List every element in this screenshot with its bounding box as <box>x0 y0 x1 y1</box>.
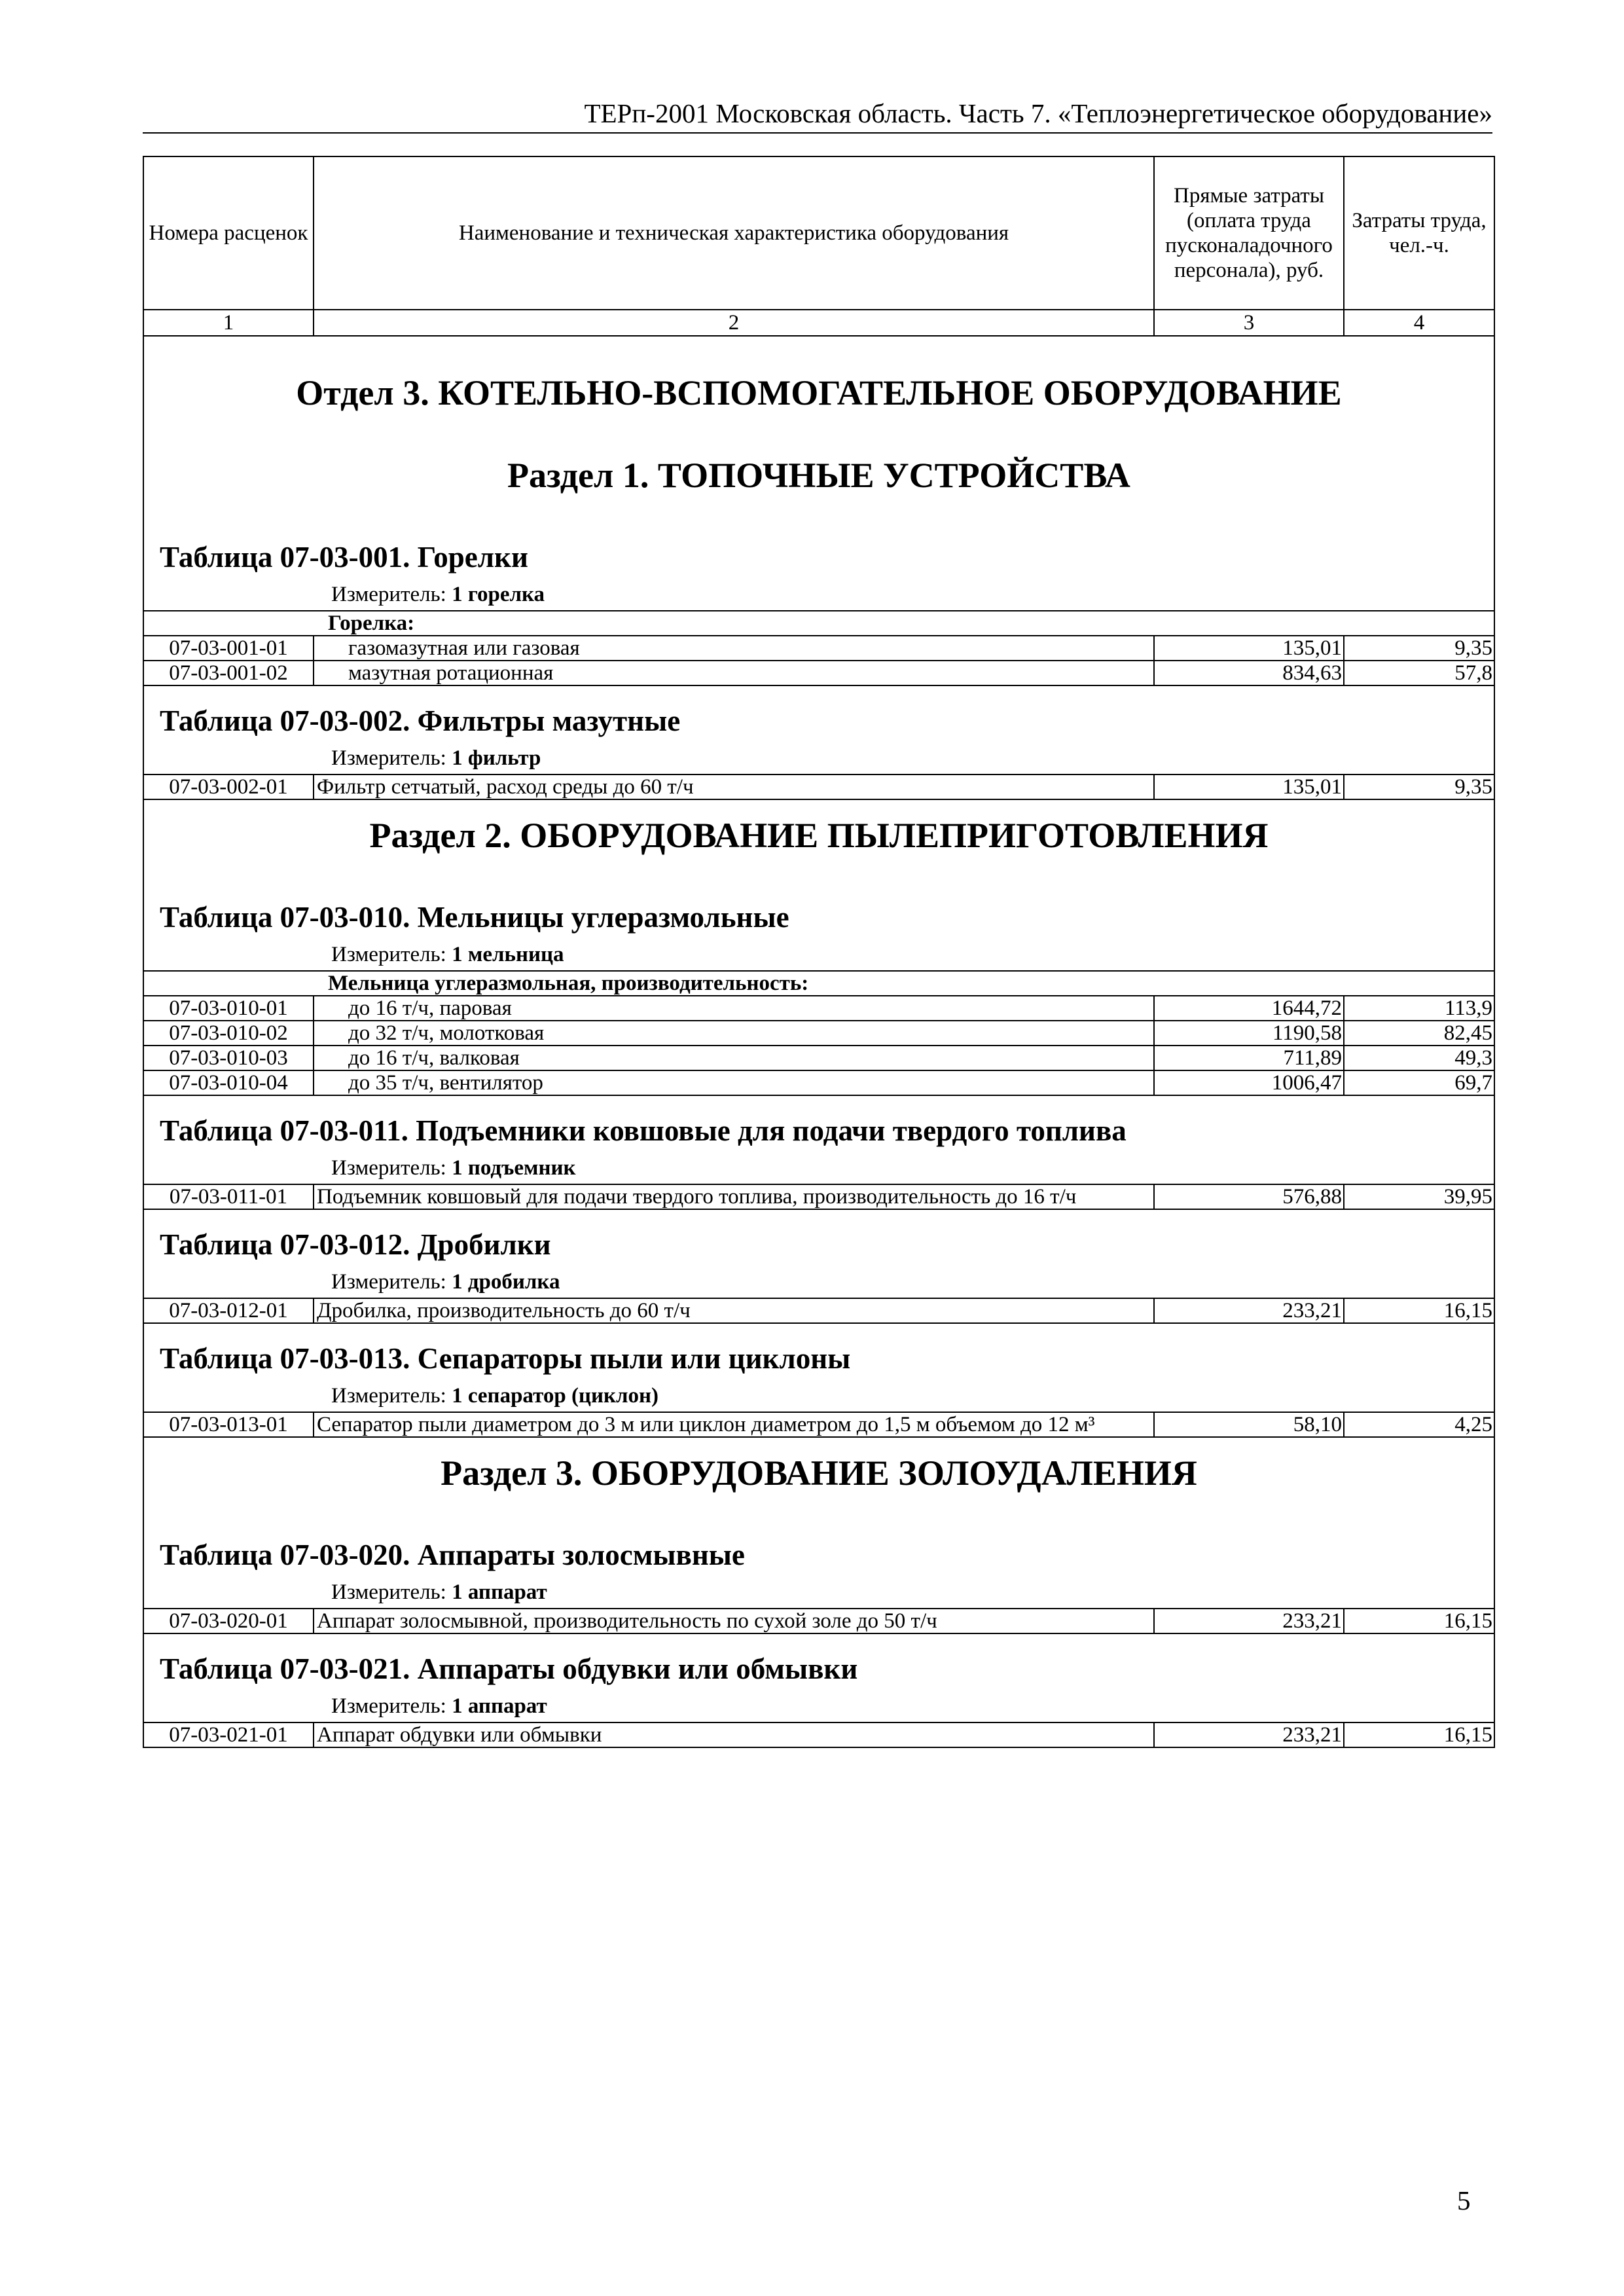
unit-label: Измеритель: <box>331 1694 446 1718</box>
table-row <box>143 1021 1494 1046</box>
group-heading-row <box>143 611 1494 636</box>
table-title: Таблица 07-03-012. Дробилки <box>143 1209 1494 1269</box>
table-title: Таблица 07-03-021. Аппараты обдувки или обмывки <box>143 1633 1494 1693</box>
unit-label: Измеритель: <box>331 1384 446 1408</box>
table-row <box>143 636 1494 661</box>
equipment-name: до 16 т/ч, валковая <box>314 1046 1154 1070</box>
unit-line <box>143 1693 1494 1722</box>
rate-code: 07-03-002-01 <box>143 774 314 799</box>
table-header-row <box>143 156 1494 310</box>
table-title: Таблица 07-03-011. Подъемники ковшовые для подачи твердого топлива <box>143 1095 1494 1155</box>
rate-code: 07-03-010-04 <box>143 1070 314 1095</box>
unit-value: 1 горелка <box>452 583 545 606</box>
table-row <box>143 1722 1494 1747</box>
table-row <box>143 661 1494 685</box>
rate-code: 07-03-001-02 <box>143 661 314 685</box>
table-row <box>143 1184 1494 1209</box>
rate-code: 07-03-001-01 <box>143 636 314 661</box>
direct-cost: 1644,72 <box>1154 996 1344 1021</box>
rate-code: 07-03-011-01 <box>143 1184 314 1209</box>
labor-cost: 16,15 <box>1344 1298 1494 1323</box>
unit-row <box>143 941 1494 971</box>
rate-code: 07-03-010-02 <box>143 1021 314 1046</box>
labor-cost: 4,25 <box>1344 1412 1494 1437</box>
unit-row <box>143 1155 1494 1184</box>
table-title: Таблица 07-03-020. Аппараты золосмывные <box>143 1520 1494 1579</box>
unit-row <box>143 581 1494 611</box>
header-col-name: Наименование и техническая характеристика оборудования <box>314 156 1154 310</box>
unit-label: Измеритель: <box>331 583 446 606</box>
group-heading-row <box>143 971 1494 996</box>
unit-row <box>143 745 1494 774</box>
table-row <box>143 1070 1494 1095</box>
unit-value: 1 фильтр <box>452 746 541 770</box>
unit-line <box>143 1269 1494 1298</box>
labor-cost: 57,8 <box>1344 661 1494 685</box>
column-number: 1 <box>143 310 314 336</box>
equipment-name: Сепаратор пыли диаметром до 3 м или циклон диаметром до 1,5 м объемом до 12 м³ <box>314 1412 1154 1437</box>
table-title: Таблица 07-03-013. Сепараторы пыли или циклоны <box>143 1323 1494 1383</box>
table-heading-row <box>143 1095 1494 1155</box>
section-heading-row <box>143 799 1494 883</box>
direct-cost: 1190,58 <box>1154 1021 1344 1046</box>
equipment-name: до 16 т/ч, паровая <box>314 996 1154 1021</box>
section-heading-row <box>143 1437 1494 1520</box>
section-title: Раздел 2. ОБОРУДОВАНИЕ ПЫЛЕПРИГОТОВЛЕНИЯ <box>143 799 1494 883</box>
column-number: 3 <box>1154 310 1344 336</box>
unit-value: 1 аппарат <box>452 1580 547 1604</box>
column-number-row <box>143 310 1494 336</box>
unit-row <box>143 1579 1494 1609</box>
group-spacer <box>143 611 314 636</box>
header-col-direct-cost: Прямые затраты (оплата труда пусконаладочного персонала), руб. <box>1154 156 1344 310</box>
table-heading-row <box>143 1633 1494 1693</box>
table-row <box>143 1046 1494 1070</box>
column-number: 4 <box>1344 310 1494 336</box>
unit-line <box>143 1579 1494 1609</box>
table-row <box>143 1298 1494 1323</box>
direct-cost: 135,01 <box>1154 774 1344 799</box>
table-row <box>143 996 1494 1021</box>
labor-cost: 49,3 <box>1344 1046 1494 1070</box>
group-title: Горелка: <box>314 611 1494 636</box>
labor-cost: 82,45 <box>1344 1021 1494 1046</box>
direct-cost: 711,89 <box>1154 1046 1344 1070</box>
column-number: 2 <box>314 310 1154 336</box>
direct-cost: 58,10 <box>1154 1412 1344 1437</box>
direct-cost: 135,01 <box>1154 636 1344 661</box>
unit-value: 1 мельница <box>452 943 564 966</box>
unit-row <box>143 1693 1494 1722</box>
unit-value: 1 дробилка <box>452 1270 560 1294</box>
equipment-name: Дробилка, производительность до 60 т/ч <box>314 1298 1154 1323</box>
running-header: ТЕРп-2001 Московская область. Часть 7. «Теплоэнергетическое оборудование» <box>143 97 1492 134</box>
unit-row <box>143 1383 1494 1412</box>
equipment-name: газомазутная или газовая <box>314 636 1154 661</box>
unit-label: Измеритель: <box>331 1156 446 1180</box>
equipment-name: Аппарат золосмывной, производительность по сухой золе до 50 т/ч <box>314 1609 1154 1633</box>
table-title: Таблица 07-03-001. Горелки <box>143 522 1494 581</box>
rate-code: 07-03-020-01 <box>143 1609 314 1633</box>
unit-label: Измеритель: <box>331 1270 446 1294</box>
table-row <box>143 1412 1494 1437</box>
department-heading-row <box>143 336 1494 440</box>
direct-cost: 1006,47 <box>1154 1070 1344 1095</box>
equipment-name: Аппарат обдувки или обмывки <box>314 1722 1154 1747</box>
labor-cost: 9,35 <box>1344 774 1494 799</box>
labor-cost: 16,15 <box>1344 1722 1494 1747</box>
section-title: Раздел 1. ТОПОЧНЫЕ УСТРОЙСТВА <box>143 440 1494 522</box>
department-title: Отдел 3. КОТЕЛЬНО-ВСПОМОГАТЕЛЬНОЕ ОБОРУДОВАНИЕ <box>143 336 1494 440</box>
table-heading-row <box>143 1209 1494 1269</box>
unit-value: 1 аппарат <box>452 1694 547 1718</box>
table-heading-row <box>143 1520 1494 1579</box>
unit-value: 1 сепаратор (циклон) <box>452 1384 659 1408</box>
group-spacer <box>143 971 314 996</box>
equipment-name: мазутная ротационная <box>314 661 1154 685</box>
section-title: Раздел 3. ОБОРУДОВАНИЕ ЗОЛОУДАЛЕНИЯ <box>143 1437 1494 1520</box>
table-title: Таблица 07-03-002. Фильтры мазутные <box>143 685 1494 745</box>
price-table <box>143 156 1495 1748</box>
rate-code: 07-03-010-01 <box>143 996 314 1021</box>
header-col-labor: Затраты труда, чел.-ч. <box>1344 156 1494 310</box>
direct-cost: 233,21 <box>1154 1298 1344 1323</box>
unit-row <box>143 1269 1494 1298</box>
direct-cost: 233,21 <box>1154 1722 1344 1747</box>
labor-cost: 69,7 <box>1344 1070 1494 1095</box>
labor-cost: 113,9 <box>1344 996 1494 1021</box>
rate-code: 07-03-013-01 <box>143 1412 314 1437</box>
unit-line <box>143 1155 1494 1184</box>
header-col-codes: Номера расценок <box>143 156 314 310</box>
labor-cost: 16,15 <box>1344 1609 1494 1633</box>
table-heading-row <box>143 522 1494 581</box>
table-heading-row <box>143 685 1494 745</box>
equipment-name: до 32 т/ч, молотковая <box>314 1021 1154 1046</box>
table-heading-row <box>143 883 1494 941</box>
unit-line <box>143 1383 1494 1412</box>
unit-line <box>143 941 1494 971</box>
rate-code: 07-03-010-03 <box>143 1046 314 1070</box>
labor-cost: 39,95 <box>1344 1184 1494 1209</box>
direct-cost: 834,63 <box>1154 661 1344 685</box>
table-heading-row <box>143 1323 1494 1383</box>
page-number: 5 <box>1457 2185 1471 2215</box>
labor-cost: 9,35 <box>1344 636 1494 661</box>
rate-code: 07-03-012-01 <box>143 1298 314 1323</box>
table-row <box>143 1609 1494 1633</box>
section-heading-row <box>143 440 1494 522</box>
rate-code: 07-03-021-01 <box>143 1722 314 1747</box>
equipment-name: Подъемник ковшовый для подачи твердого топлива, производительность до 16 т/ч <box>314 1184 1154 1209</box>
unit-label: Измеритель: <box>331 1580 446 1604</box>
unit-label: Измеритель: <box>331 943 446 966</box>
unit-line <box>143 581 1494 611</box>
equipment-name: до 35 т/ч, вентилятор <box>314 1070 1154 1095</box>
direct-cost: 233,21 <box>1154 1609 1344 1633</box>
group-title: Мельница углеразмольная, производительность: <box>314 971 1494 996</box>
unit-line <box>143 745 1494 774</box>
direct-cost: 576,88 <box>1154 1184 1344 1209</box>
unit-value: 1 подъемник <box>452 1156 576 1180</box>
equipment-name: Фильтр сетчатый, расход среды до 60 т/ч <box>314 774 1154 799</box>
table-row <box>143 774 1494 799</box>
unit-label: Измеритель: <box>331 746 446 770</box>
table-title: Таблица 07-03-010. Мельницы углеразмольные <box>143 883 1494 941</box>
